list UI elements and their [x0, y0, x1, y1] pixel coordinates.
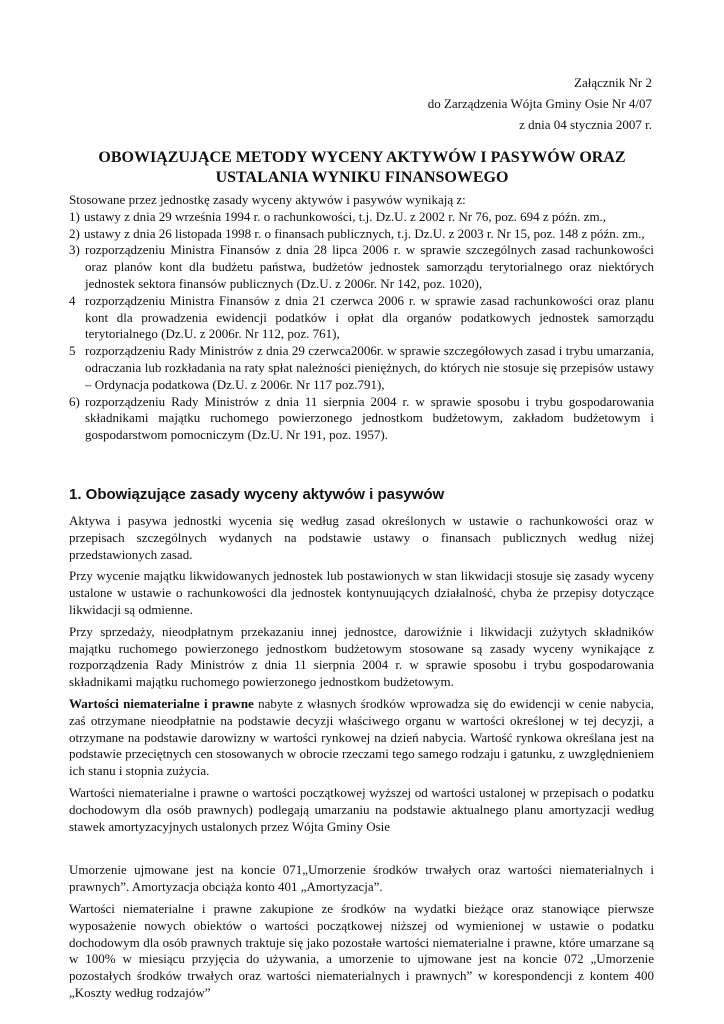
paragraph: Wartości niematerialne i prawne zakupione ze środków na wydatki bieżące oraz stanowiące pierwsze wyposażenie nowych obiektów o wartości początkowej niższej od wymienionej w ustawie o podatku dochodowym dla osób prawnych traktuje się jako pozostałe wartości niematerialne i prawne, które umarzane są w 100% w miesiącu przyjęcia do używania, a umorzenie to ujmowane jest na koncie 072 „Umorzenie pozostałych środków trwałych oraz wartości niematerialnych i prawnych” w korespondencji z kontem 400 „Koszty według rodzajów” — [69, 900, 654, 1000]
list-item: 3) rozporządzeniu Ministra Finansów z dnia 28 lipca 2006 r. w sprawie szczególnych zasad rachunkowości oraz planów kont dla budżetu państwa, budżetów jednostek samorządu terytorialnego oraz niektórych jednostek sektora finansów publicznych (Dz.U. z 2006r. Nr 142, poz. 1020), — [69, 242, 654, 291]
list-item: 6) rozporządzeniu Rady Ministrów z dnia 11 sierpnia 2004 r. w sprawie sposobu i trybu gospodarowania składnikami majątku ruchomego powierzonego jednostkom budżetowym, zakładom budżetowym i gospodarstwom pomocniczym (Dz.U. Nr 191, poz. 1957). — [69, 393, 654, 443]
document-title — [72, 148, 652, 188]
list-item: 1) ustawy z dnia 29 września 1994 r. o rachunkowości, t.j. Dz.U. z 2002 r. Nr 76, poz. 694 z późn. zm., — [69, 208, 607, 224]
paragraph: Aktywa i pasywa jednostki wycenia się według zasad określonych w ustawie o rachunkowości oraz w przepisach szczególnych wydanych na podstawie ustawy o finansach publicznych według niżej przedstawionych zasad. — [69, 513, 654, 562]
section-body — [69, 513, 654, 1007]
section-heading: 1. Obowiązujące zasady wyceny aktywów i pasywów — [69, 486, 445, 503]
paragraph: Wartości niematerialne i prawne nabyte z własnych środków wprowadza się do ewidencji w cenie nabycia, zaś otrzymane nieodpłatnie na podstawie decyzji właściwego organu w wartości określonej w tej decyzji, a otrzymane na podstawie darowizny w wartości rynkowej na dzień nabycia. Wartość rynkowa określana jest na podstawie przeciętnych cen stosowanych w obrocie rzeczami tego samego rodzaju i gatunku, z uwzględnieniem ich stanu i stopnia zużycia. — [69, 695, 655, 779]
legal-basis — [69, 192, 654, 444]
paragraph: Przy sprzedaży, nieodpłatnym przekazaniu innej jednostce, darowiźnie i likwidacji zużytych składników majątku ruchomego powierzonego jednostkom budżetowym stosowane są zasady wyceny wynikające z rozporządzenia Rady Ministrów z dnia 11 sierpnia 2004 r. w sprawie sposobu i trybu gospodarowania składnikami majątku ruchomego powierzonego jednostkom budżetowym. — [69, 623, 654, 690]
annex-number: Załącznik Nr 2 — [574, 75, 652, 90]
paragraph: Umorzenie ujmowane jest na koncie 071„Umorzenie środków trwałych oraz wartości niematerialnych i prawnych”. Amortyzacja obciąża konto 401 „Amortyzacja”. — [69, 862, 654, 895]
list-item: 4 rozporządzeniu Ministra Finansów z dnia 21 czerwca 2006 r. w sprawie zasad rachunkowości oraz planu kont dla prowadzenia ewidencji podatków i opłat dla organów podatkowych jednostek samorządu terytorialnego (Dz.U. z 2006r. Nr 112, poz. 761), — [69, 292, 654, 342]
intro-text: Stosowane przez jednostkę zasady wyceny aktywów i pasywów wynikają z: — [69, 192, 466, 207]
paragraph: Przy wycenie majątku likwidowanych jednostek lub postawionych w stan likwidacji stosuje się zasady wyceny ustalone w ustawie o rachunkowości dla jednostek kontynuujących działalność, chyba że przepisy dotyczące likwidacji są odmienne. — [69, 568, 654, 617]
paragraph: Wartości niematerialne i prawne o wartości początkowej wyższej od wartości ustalonej w przepisach o podatku dochodowym dla osób prawnych) podlegają umarzaniu na podstawie aktualnego planu amortyzacji według stawek amortyzacyjnych ustalonych przez Wójta Gminy Osie — [69, 784, 654, 834]
annex-date: z dnia 04 stycznia 2007 r. — [519, 117, 652, 132]
annex-header — [428, 72, 652, 135]
title-line-1: OBOWIĄZUJĄCE METODY WYCENY AKTYWÓW I PASYWÓW ORAZ — [98, 149, 626, 166]
list-item: 5 rozporządzeniu Rady Ministrów z dnia 29 czerwca2006r. w sprawie szczegółowych zasad i trybu umarzania, odraczania lub rozkładania na raty spłat należności pieniężnych, do których nie stosuje się przepisów ustawy – Ordynacja podatkowa (Dz.U. z 2006r. Nr 117 poz.791), — [69, 343, 654, 392]
title-line-2: USTALANIA WYNIKU FINANSOWEGO — [215, 169, 509, 186]
legal-basis-list — [69, 209, 654, 444]
annex-ordinance: do Zarządzenia Wójta Gminy Osie Nr 4/07 — [427, 96, 652, 111]
bold-term: Wartości niematerialne i prawne — [69, 695, 254, 711]
list-item: 2) ustawy z dnia 26 listopada 1998 r. o finansach publicznych, t.j. Dz.U. z 2003 r. Nr 15, poz. 148 z późn. zm., — [69, 225, 645, 241]
